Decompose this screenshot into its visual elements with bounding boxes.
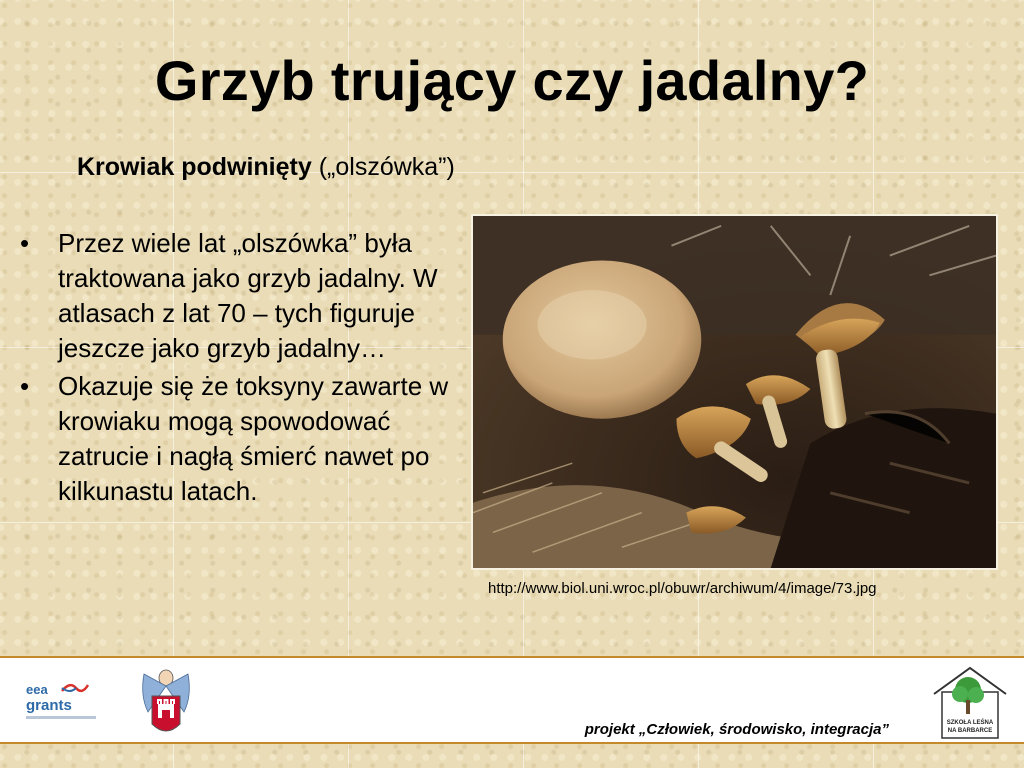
subtitle-species-name: Krowiak podwinięty	[77, 153, 312, 181]
bullet-list	[18, 226, 468, 512]
bullet-item	[18, 369, 468, 509]
photo-credit-link[interactable]: http://www.biol.uni.wroc.pl/obuwr/archiwum/4/image/73.jpg	[488, 580, 877, 597]
bullet-item	[18, 226, 468, 366]
bullet-text: Przez wiele lat „olszówka” była traktowana jako grzyb jadalny. W atlasach z lat 70 – tych figuruje jeszcze jako grzyb jadalny…	[58, 228, 438, 363]
subtitle-common-name: („olszówka”)	[311, 153, 455, 181]
school-logo-line1: SZKOŁA LEŚNA	[946, 720, 994, 726]
school-logo	[930, 664, 1010, 742]
grants-logo-text: grants	[26, 697, 72, 714]
project-caption: projekt „Człowiek, środowisko, integracja”	[584, 721, 889, 738]
school-logo-line2: NA BARBARCE	[947, 728, 993, 734]
bullet-text: Okazuje się że toksyny zawarte w krowiaku mogą spowodować zatrucie i nagłą śmierć nawet po kilkunastu latach.	[58, 371, 449, 506]
mushroom-photo-image	[473, 216, 996, 568]
coat-of-arms-logo	[138, 666, 194, 738]
bullet-icon: •	[20, 228, 30, 258]
mushroom-photo	[471, 214, 998, 570]
forest-school-house-icon	[930, 664, 1010, 742]
eea-logo-underline	[26, 716, 96, 719]
eea-logo-text: eea	[26, 682, 48, 697]
footer-bar	[0, 656, 1024, 744]
eea-grants-logo	[22, 678, 114, 726]
bullet-icon: •	[20, 371, 30, 401]
eea-mark-icon	[60, 681, 90, 695]
slide-title: Grzyb trujący czy jadalny?	[154, 49, 870, 112]
angel-crest-icon	[138, 666, 194, 738]
subtitle	[77, 153, 455, 182]
